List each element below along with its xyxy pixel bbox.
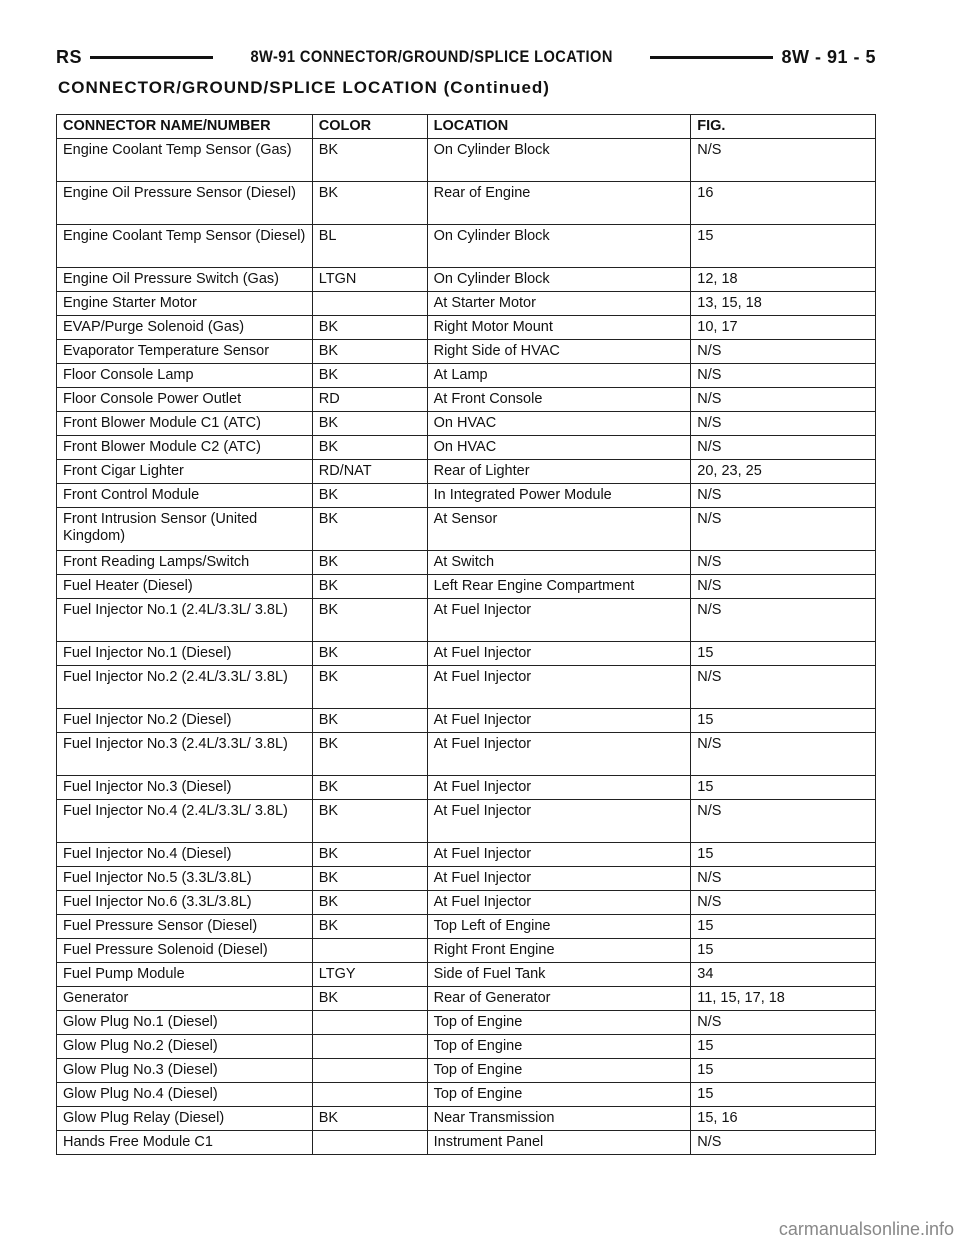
cell-location: At Fuel Injector: [427, 867, 691, 891]
cell-location: At Fuel Injector: [427, 642, 691, 666]
cell-fig: N/S: [691, 599, 876, 642]
cell-color: BK: [312, 508, 427, 551]
table-row: [57, 915, 876, 939]
cell-color: BK: [312, 412, 427, 436]
header-left: RS: [56, 46, 83, 67]
cell-fig: 15: [691, 1035, 876, 1059]
cell-location: Rear of Generator: [427, 987, 691, 1011]
table-row: [57, 666, 876, 709]
cell-color: BK: [312, 484, 427, 508]
cell-color: BK: [312, 139, 427, 182]
cell-location: At Switch: [427, 551, 691, 575]
cell-fig: N/S: [691, 412, 876, 436]
cell-location: At Front Console: [427, 388, 691, 412]
cell-fig: 15: [691, 225, 876, 268]
table-row: [57, 1107, 876, 1131]
table-row: [57, 388, 876, 412]
cell-color: RD: [312, 388, 427, 412]
cell-location: Instrument Panel: [427, 1131, 691, 1155]
table-row: [57, 1011, 876, 1035]
connector-table: [56, 114, 876, 1155]
cell-fig: 15: [691, 1083, 876, 1107]
table-row: [57, 225, 876, 268]
cell-fig: N/S: [691, 364, 876, 388]
cell-color: BK: [312, 1107, 427, 1131]
table-row: [57, 599, 876, 642]
cell-color: RD/NAT: [312, 460, 427, 484]
cell-color: [312, 939, 427, 963]
cell-location: In Integrated Power Module: [427, 484, 691, 508]
table-row: [57, 364, 876, 388]
cell-location: On Cylinder Block: [427, 139, 691, 182]
table-row: [57, 182, 876, 225]
cell-location: On Cylinder Block: [427, 268, 691, 292]
table-row: [57, 316, 876, 340]
cell-connector-name: Front Control Module: [57, 484, 313, 508]
cell-fig: 10, 17: [691, 316, 876, 340]
table-row: [57, 800, 876, 843]
cell-connector-name: Fuel Injector No.1 (Diesel): [57, 642, 313, 666]
cell-fig: N/S: [691, 575, 876, 599]
cell-fig: N/S: [691, 484, 876, 508]
cell-color: [312, 292, 427, 316]
cell-location: At Fuel Injector: [427, 733, 691, 776]
cell-fig: 13, 15, 18: [691, 292, 876, 316]
cell-location: Right Front Engine: [427, 939, 691, 963]
cell-connector-name: Front Intrusion Sensor (United Kingdom): [57, 508, 313, 551]
cell-fig: 15: [691, 1059, 876, 1083]
cell-connector-name: Glow Plug No.2 (Diesel): [57, 1035, 313, 1059]
cell-location: At Fuel Injector: [427, 599, 691, 642]
header-rule-right: [650, 56, 773, 59]
column-header: COLOR: [312, 115, 427, 139]
cell-connector-name: Fuel Injector No.6 (3.3L/3.8L): [57, 891, 313, 915]
cell-location: At Sensor: [427, 508, 691, 551]
cell-connector-name: Engine Coolant Temp Sensor (Gas): [57, 139, 313, 182]
cell-fig: N/S: [691, 1011, 876, 1035]
header-rule-left: [90, 56, 213, 59]
cell-connector-name: Evaporator Temperature Sensor: [57, 340, 313, 364]
cell-color: BK: [312, 340, 427, 364]
cell-color: BK: [312, 987, 427, 1011]
cell-location: At Starter Motor: [427, 292, 691, 316]
cell-connector-name: Front Cigar Lighter: [57, 460, 313, 484]
cell-fig: 15: [691, 776, 876, 800]
cell-color: BK: [312, 776, 427, 800]
table-row: [57, 987, 876, 1011]
table-row: [57, 1059, 876, 1083]
cell-connector-name: Front Blower Module C1 (ATC): [57, 412, 313, 436]
header-right: 8W - 91 - 5: [781, 46, 877, 67]
cell-connector-name: Fuel Pressure Solenoid (Diesel): [57, 939, 313, 963]
cell-fig: N/S: [691, 891, 876, 915]
cell-color: BK: [312, 891, 427, 915]
cell-color: [312, 1011, 427, 1035]
cell-fig: 15: [691, 915, 876, 939]
cell-location: On Cylinder Block: [427, 225, 691, 268]
table-row: [57, 484, 876, 508]
cell-fig: 15: [691, 642, 876, 666]
cell-fig: N/S: [691, 436, 876, 460]
cell-color: [312, 1035, 427, 1059]
cell-location: Right Side of HVAC: [427, 340, 691, 364]
table-row: [57, 1083, 876, 1107]
cell-connector-name: Fuel Injector No.4 (2.4L/3.3L/ 3.8L): [57, 800, 313, 843]
table-header-row: [57, 115, 876, 139]
cell-color: BK: [312, 843, 427, 867]
cell-color: LTGN: [312, 268, 427, 292]
cell-connector-name: Glow Plug No.3 (Diesel): [57, 1059, 313, 1083]
cell-fig: 34: [691, 963, 876, 987]
header-center: 8W-91 CONNECTOR/GROUND/SPLICE LOCATION: [250, 47, 613, 66]
table-row: [57, 340, 876, 364]
cell-location: Top Left of Engine: [427, 915, 691, 939]
cell-location: On HVAC: [427, 412, 691, 436]
cell-fig: 11, 15, 17, 18: [691, 987, 876, 1011]
cell-fig: 15: [691, 843, 876, 867]
cell-connector-name: Fuel Injector No.2 (2.4L/3.3L/ 3.8L): [57, 666, 313, 709]
table-row: [57, 292, 876, 316]
column-header: LOCATION: [427, 115, 691, 139]
page-header: [56, 44, 876, 70]
table-row: [57, 642, 876, 666]
cell-color: BK: [312, 800, 427, 843]
cell-color: [312, 1059, 427, 1083]
cell-fig: N/S: [691, 139, 876, 182]
cell-fig: N/S: [691, 733, 876, 776]
table-row: [57, 412, 876, 436]
cell-connector-name: Front Reading Lamps/Switch: [57, 551, 313, 575]
cell-connector-name: Engine Oil Pressure Switch (Gas): [57, 268, 313, 292]
cell-location: At Fuel Injector: [427, 891, 691, 915]
table-row: [57, 939, 876, 963]
column-header: FIG.: [691, 115, 876, 139]
cell-connector-name: Glow Plug No.1 (Diesel): [57, 1011, 313, 1035]
cell-connector-name: Hands Free Module C1: [57, 1131, 313, 1155]
cell-connector-name: Fuel Pump Module: [57, 963, 313, 987]
cell-connector-name: EVAP/Purge Solenoid (Gas): [57, 316, 313, 340]
cell-fig: N/S: [691, 1131, 876, 1155]
cell-connector-name: Glow Plug Relay (Diesel): [57, 1107, 313, 1131]
cell-connector-name: Fuel Injector No.4 (Diesel): [57, 843, 313, 867]
cell-location: At Fuel Injector: [427, 800, 691, 843]
cell-connector-name: Fuel Injector No.2 (Diesel): [57, 709, 313, 733]
table-row: [57, 508, 876, 551]
table-body: [57, 139, 876, 1155]
cell-color: [312, 1131, 427, 1155]
table-row: [57, 551, 876, 575]
cell-connector-name: Generator: [57, 987, 313, 1011]
cell-color: [312, 1083, 427, 1107]
table-row: [57, 436, 876, 460]
table-row: [57, 1131, 876, 1155]
cell-fig: 15: [691, 709, 876, 733]
cell-connector-name: Floor Console Lamp: [57, 364, 313, 388]
cell-location: At Fuel Injector: [427, 666, 691, 709]
table-row: [57, 963, 876, 987]
cell-fig: N/S: [691, 508, 876, 551]
table-row: [57, 460, 876, 484]
cell-connector-name: Fuel Injector No.1 (2.4L/3.3L/ 3.8L): [57, 599, 313, 642]
cell-color: BK: [312, 709, 427, 733]
cell-location: At Lamp: [427, 364, 691, 388]
cell-fig: N/S: [691, 551, 876, 575]
cell-location: Top of Engine: [427, 1059, 691, 1083]
table-row: [57, 1035, 876, 1059]
cell-fig: N/S: [691, 388, 876, 412]
cell-connector-name: Fuel Injector No.3 (Diesel): [57, 776, 313, 800]
cell-location: Left Rear Engine Compartment: [427, 575, 691, 599]
cell-fig: 15, 16: [691, 1107, 876, 1131]
cell-fig: 15: [691, 939, 876, 963]
cell-connector-name: Engine Starter Motor: [57, 292, 313, 316]
cell-location: Right Motor Mount: [427, 316, 691, 340]
cell-location: At Fuel Injector: [427, 776, 691, 800]
cell-connector-name: Front Blower Module C2 (ATC): [57, 436, 313, 460]
cell-location: Near Transmission: [427, 1107, 691, 1131]
column-header: CONNECTOR NAME/NUMBER: [57, 115, 313, 139]
cell-fig: 12, 18: [691, 268, 876, 292]
watermark: carmanualsonline.info: [778, 1219, 954, 1239]
cell-location: Top of Engine: [427, 1083, 691, 1107]
cell-color: BK: [312, 575, 427, 599]
cell-connector-name: Engine Coolant Temp Sensor (Diesel): [57, 225, 313, 268]
cell-location: Rear of Lighter: [427, 460, 691, 484]
cell-location: Side of Fuel Tank: [427, 963, 691, 987]
cell-color: BK: [312, 551, 427, 575]
cell-color: BK: [312, 364, 427, 388]
cell-color: BK: [312, 182, 427, 225]
cell-color: BK: [312, 666, 427, 709]
table-row: [57, 867, 876, 891]
table-row: [57, 891, 876, 915]
table-row: [57, 575, 876, 599]
table-row: [57, 776, 876, 800]
cell-connector-name: Fuel Injector No.5 (3.3L/3.8L): [57, 867, 313, 891]
cell-fig: N/S: [691, 340, 876, 364]
cell-location: Top of Engine: [427, 1035, 691, 1059]
table-row: [57, 139, 876, 182]
cell-fig: N/S: [691, 800, 876, 843]
table-row: [57, 843, 876, 867]
cell-color: BK: [312, 915, 427, 939]
cell-color: BK: [312, 436, 427, 460]
cell-color: BK: [312, 867, 427, 891]
cell-connector-name: Fuel Heater (Diesel): [57, 575, 313, 599]
cell-fig: N/S: [691, 867, 876, 891]
cell-color: BK: [312, 316, 427, 340]
cell-fig: 16: [691, 182, 876, 225]
cell-location: At Fuel Injector: [427, 843, 691, 867]
cell-color: LTGY: [312, 963, 427, 987]
cell-connector-name: Floor Console Power Outlet: [57, 388, 313, 412]
cell-connector-name: Fuel Injector No.3 (2.4L/3.3L/ 3.8L): [57, 733, 313, 776]
cell-connector-name: Engine Oil Pressure Sensor (Diesel): [57, 182, 313, 225]
cell-location: Rear of Engine: [427, 182, 691, 225]
cell-connector-name: Glow Plug No.4 (Diesel): [57, 1083, 313, 1107]
cell-color: BK: [312, 733, 427, 776]
table-row: [57, 709, 876, 733]
cell-location: At Fuel Injector: [427, 709, 691, 733]
table-row: [57, 268, 876, 292]
cell-color: BK: [312, 642, 427, 666]
cell-location: Top of Engine: [427, 1011, 691, 1035]
cell-fig: N/S: [691, 666, 876, 709]
cell-location: On HVAC: [427, 436, 691, 460]
cell-color: BL: [312, 225, 427, 268]
section-title: CONNECTOR/GROUND/SPLICE LOCATION (Continued): [58, 78, 550, 97]
cell-connector-name: Fuel Pressure Sensor (Diesel): [57, 915, 313, 939]
table-row: [57, 733, 876, 776]
cell-fig: 20, 23, 25: [691, 460, 876, 484]
cell-color: BK: [312, 599, 427, 642]
